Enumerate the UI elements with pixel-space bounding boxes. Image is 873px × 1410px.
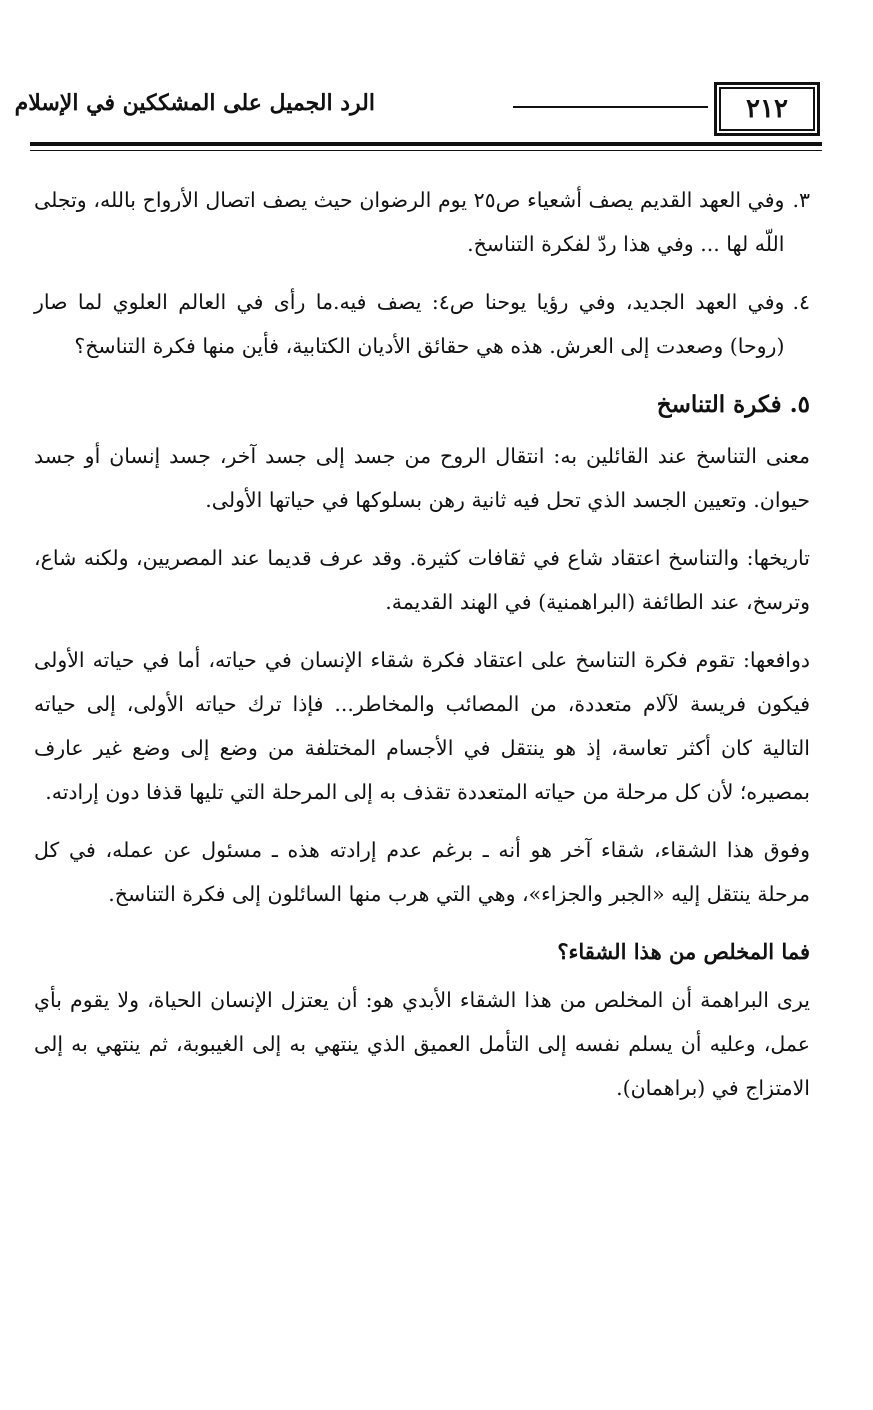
item-number: ٣. — [792, 188, 810, 212]
paragraph-meaning: معنى التناسخ عند القائلين به: انتقال الروح من جسد إلى جسد آخر، جسد إنسان أو جسد حيوان. وتعيين الجسد الذي تحل فيه ثانية رهن بسلوكها في حياتها الأولى. — [34, 444, 810, 512]
header-rule-thick — [30, 142, 822, 146]
paragraph-brahmins: يرى البراهمة أن المخلص من هذا الشقاء الأبدي هو: أن يعتزل الإنسان الحياة، ولا يقوم بأي عمل، وعليه أن يسلم نفسه إلى التأمل العميق الذي ينتهي به إلى الغيبوبة، ثم ينتهي به إلى الامتزاج في (براهمان). — [34, 988, 810, 1100]
paragraph-misery: وفوق هذا الشقاء، شقاء آخر هو أنه ـ برغم عدم إرادته هذه ـ مسئول عن عمله، في كل مرحلة ينتقل إليه «الجبر والجزاء»، وهي التي هرب منها السائلون إلى فكرة التناسخ. — [34, 838, 810, 906]
page-number: ٢١٢ — [714, 82, 820, 136]
header-divider-line — [513, 106, 708, 108]
section-heading: ٥. فكرة التناسخ — [656, 391, 810, 418]
numbered-item-3 — [34, 178, 810, 266]
item-text: وفي العهد الجديد، وفي رؤيا يوحنا ص٤: يصف فيه.ما رأى في العالم العلوي لما صار (روحا) وصعدت إلى العرش. هذه هي حقائق الأديان الكتابية، فأين منها فكرة التناسخ؟ — [34, 290, 785, 358]
paragraph-history: تاريخها: والتناسخ اعتقاد شاع في ثقافات كثيرة. وقد عرف قديما عند المصريين، ولكنه شاع، وترسخ، عند الطائفة (البراهمنية) في الهند القديمة. — [34, 546, 810, 614]
header-rule-thin — [30, 150, 822, 151]
page-header — [14, 82, 820, 142]
subheading-salvation: فما المخلص من هذا الشقاء؟ — [557, 939, 810, 964]
paragraph-motives: دوافعها: تقوم فكرة التناسخ على اعتقاد فكرة شقاء الإنسان في حياته، أما في حياته الأولى فيكون فريسة لآلام متعددة، من المصائب والمخاطر... فإذا ترك حياته الأولى، إلى حياته التالية كان أكثر تعاسة، إذ هو ينتقل في الأجسام المختلفة من وضع إلى وضع غير عارف بمصيره؛ لأن كل مرحلة من حياته المتعددة تقذف به إلى المرحلة التي تليها قذفا دون إرادته. — [34, 648, 810, 804]
page-body — [34, 178, 810, 1124]
item-number: ٤. — [792, 290, 810, 314]
book-title: الرد الجميل على المشككين في الإسلام — [14, 90, 375, 116]
item-text: وفي العهد القديم يصف أشعياء ص٢٥ يوم الرضوان حيث يصف اتصال الأرواح بالله، وتجلى اللّه لها ... وفي هذا ردّ لفكرة التناسخ. — [34, 188, 785, 256]
numbered-item-4 — [34, 280, 810, 368]
